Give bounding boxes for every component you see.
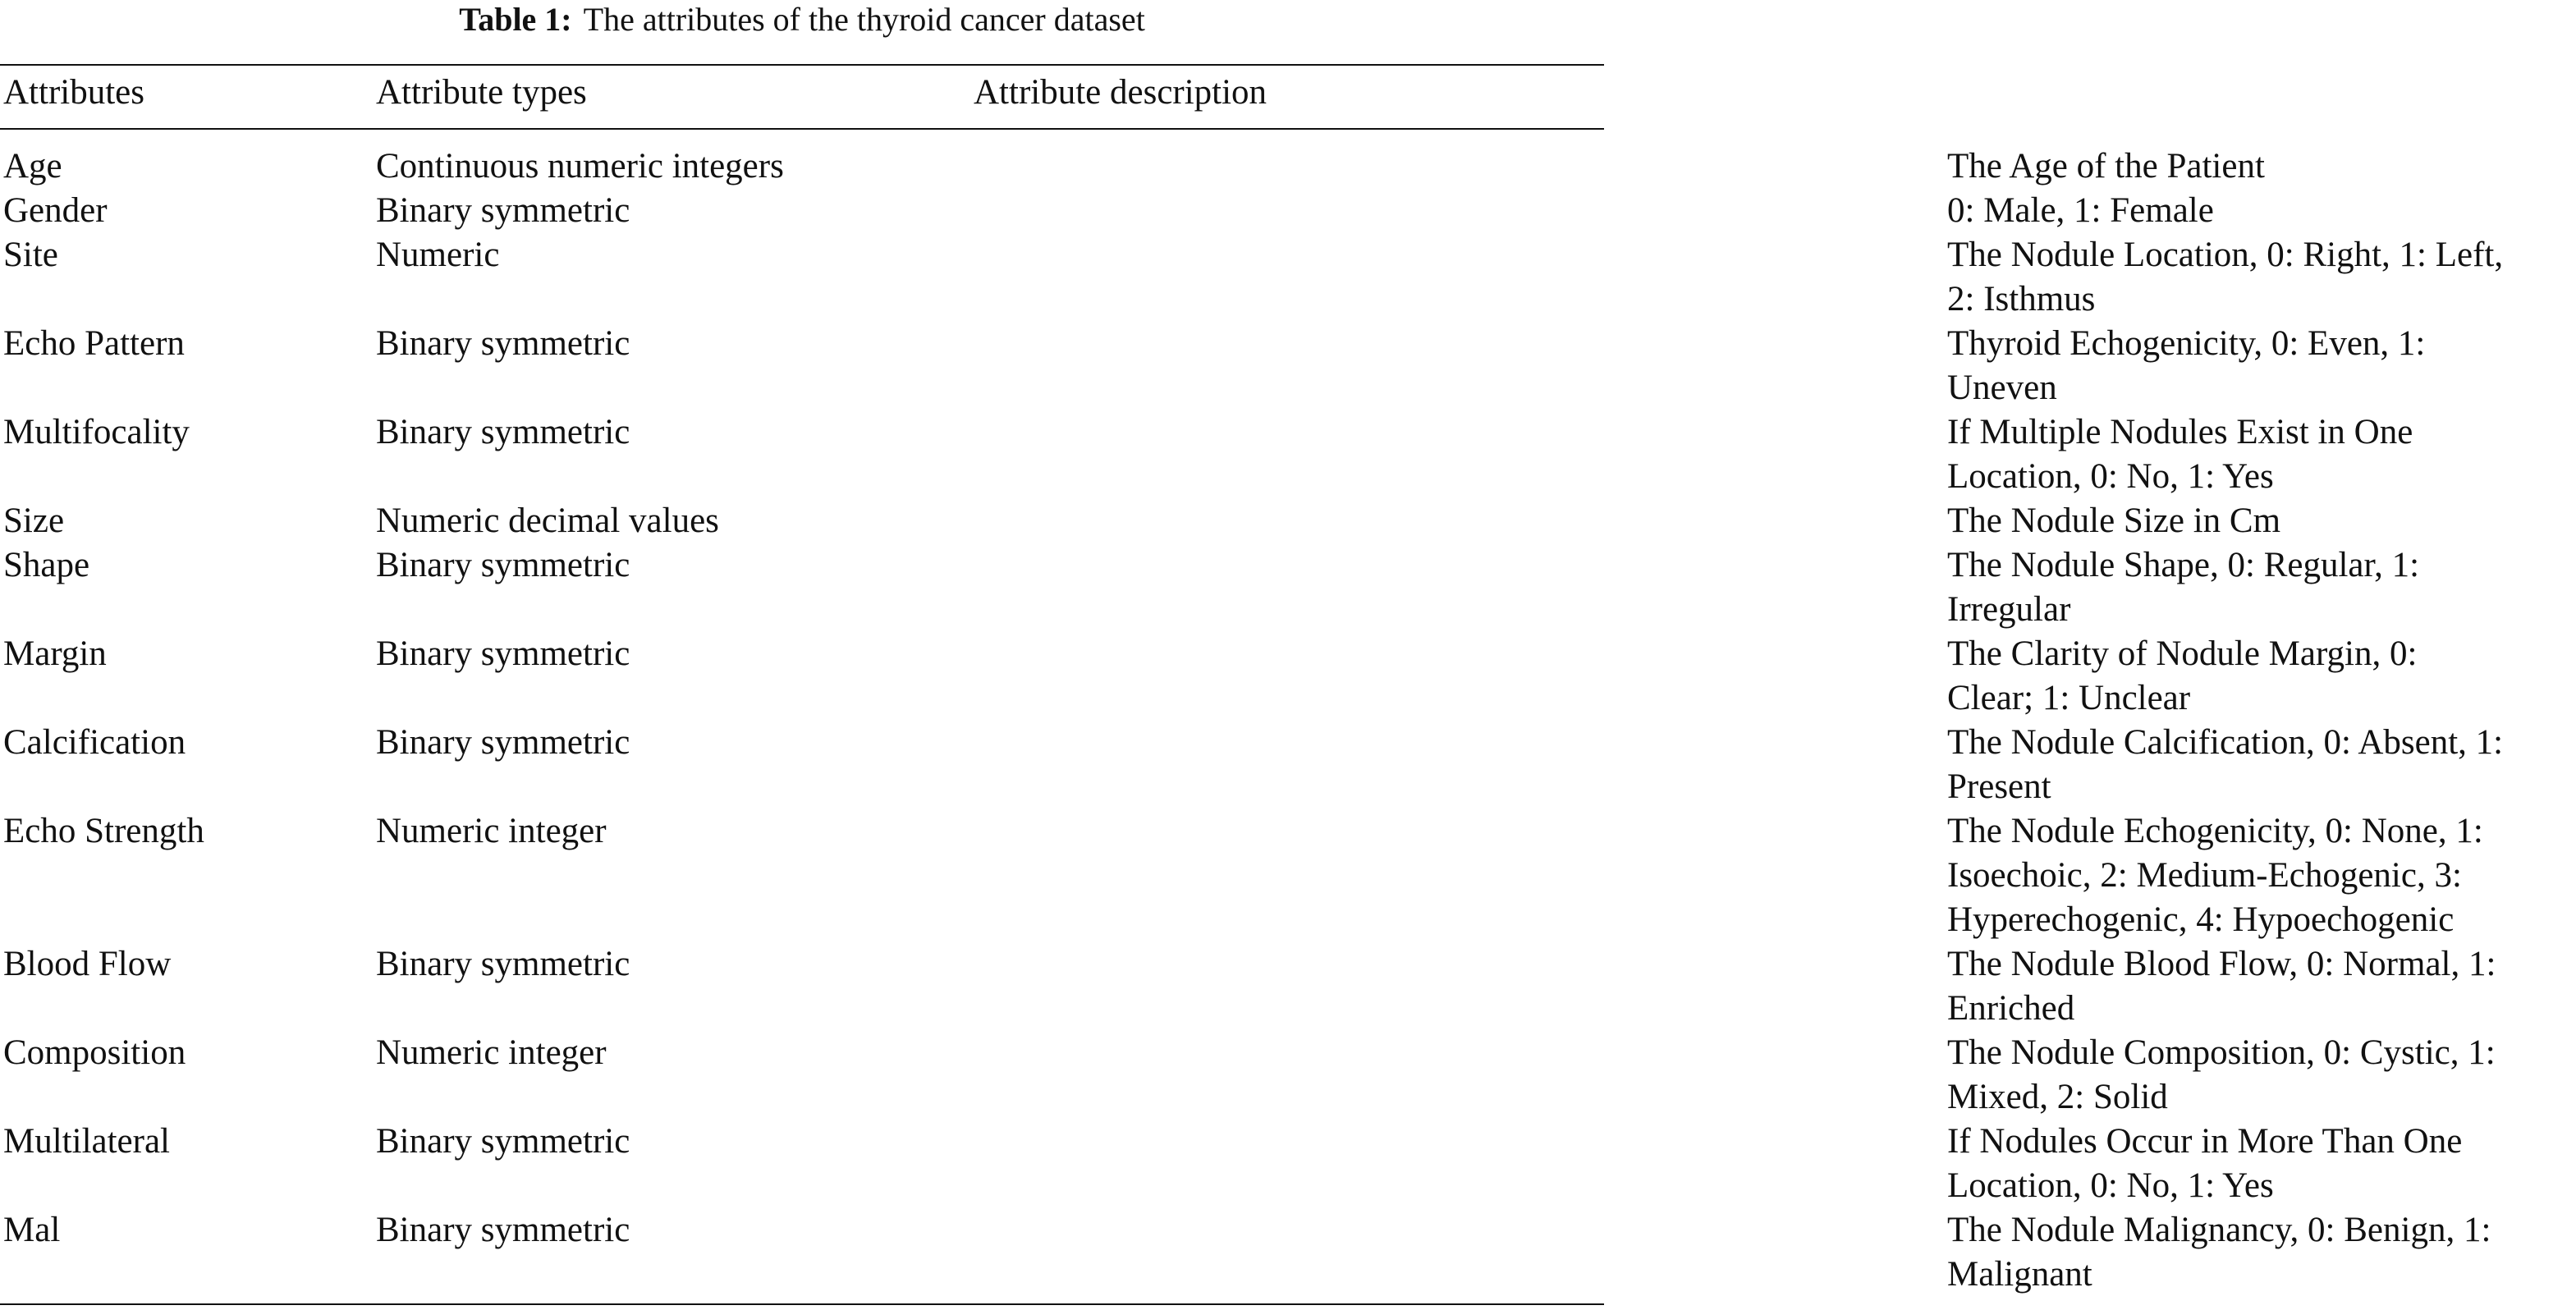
cell-attribute-description [1947, 721, 2576, 809]
cell-attribute-description [1947, 1031, 2576, 1120]
description-line: The Nodule Size in Cm [1947, 502, 2281, 540]
cell-attribute-type: Binary symmetric [376, 1122, 630, 1161]
cell-attribute-description [1947, 1208, 2576, 1297]
table-row [0, 410, 2413, 499]
table-body [0, 144, 2504, 1297]
cell-attribute: Shape [3, 546, 90, 584]
cell-attribute-type: Numeric [376, 236, 500, 274]
cell-attribute-type: Continuous numeric integers [376, 147, 784, 186]
description-line: Enriched [1947, 989, 2075, 1028]
table-caption [0, 2, 1604, 38]
cell-attribute-description [1947, 632, 2576, 721]
cell-attribute: Mal [3, 1211, 61, 1249]
cell-attribute-type: Numeric integer [376, 812, 607, 850]
cell-attribute-description [1947, 809, 2576, 942]
table-row [0, 543, 2420, 632]
table-top-rule [0, 64, 1604, 66]
description-line: Uneven [1947, 369, 2057, 407]
description-line: The Nodule Shape, 0: Regular, 1: [1947, 546, 2420, 584]
description-line: The Nodule Calcification, 0: Absent, 1: [1947, 723, 2504, 762]
cell-attribute-description [1947, 543, 2576, 632]
cell-attribute-type: Binary symmetric [376, 546, 630, 584]
cell-attribute-description [1947, 942, 2576, 1031]
description-line: Isoechoic, 2: Medium-Echogenic, 3: [1947, 856, 2462, 895]
cell-attribute-type: Numeric decimal values [376, 502, 719, 540]
cell-attribute: Echo Pattern [3, 324, 185, 363]
header-attribute-description: Attribute description [974, 73, 1267, 112]
description-line: The Nodule Blood Flow, 0: Normal, 1: [1947, 945, 2496, 983]
cell-attribute-type: Numeric integer [376, 1033, 607, 1072]
table-row [0, 322, 2426, 410]
table-row [0, 499, 2281, 543]
table-caption-text: The attributes of the thyroid cancer dataset [583, 1, 1145, 38]
cell-attribute-type: Binary symmetric [376, 634, 630, 673]
description-line: 2: Isthmus [1947, 280, 2096, 318]
cell-attribute-type: Binary symmetric [376, 1211, 630, 1249]
cell-attribute: Echo Strength [3, 812, 204, 850]
description-line: Malignant [1947, 1255, 2092, 1294]
cell-attribute-type: Binary symmetric [376, 413, 630, 451]
description-line: The Nodule Composition, 0: Cystic, 1: [1947, 1033, 2496, 1072]
description-line: If Multiple Nodules Exist in One [1947, 413, 2413, 451]
cell-attribute: Calcification [3, 723, 186, 762]
cell-attribute-type: Binary symmetric [376, 723, 630, 762]
description-line: Location, 0: No, 1: Yes [1947, 457, 2274, 496]
cell-attribute-description [1947, 189, 2576, 233]
description-line: Mixed, 2: Solid [1947, 1078, 2168, 1116]
description-line: The Clarity of Nodule Margin, 0: [1947, 634, 2418, 673]
cell-attribute: Composition [3, 1033, 186, 1072]
description-line: The Nodule Location, 0: Right, 1: Left, [1947, 236, 2504, 274]
description-line: Hyperechogenic, 4: Hypoechogenic [1947, 900, 2455, 939]
cell-attribute: Blood Flow [3, 945, 172, 983]
cell-attribute: Site [3, 236, 58, 274]
cell-attribute: Multilateral [3, 1122, 170, 1161]
table-row [0, 233, 2504, 322]
cell-attribute: Size [3, 502, 65, 540]
table-header-rule [0, 128, 1604, 130]
table-bottom-rule [0, 1303, 1604, 1305]
table-caption-label: Table 1: [459, 1, 572, 38]
cell-attribute: Multifocality [3, 413, 190, 451]
description-line: Present [1947, 767, 2051, 806]
cell-attribute-description [1947, 499, 2576, 543]
cell-attribute: Margin [3, 634, 107, 673]
table-row [0, 632, 2418, 721]
table-row [0, 809, 2483, 942]
table-header-row [0, 72, 1604, 113]
description-line: The Nodule Echogenicity, 0: None, 1: [1947, 812, 2483, 850]
description-line: The Nodule Malignancy, 0: Benign, 1: [1947, 1211, 2491, 1249]
cell-attribute-type: Binary symmetric [376, 324, 630, 363]
table-row [0, 1120, 2463, 1208]
cell-attribute-description [1947, 1120, 2576, 1208]
table-row [0, 1031, 2496, 1120]
description-line: Clear; 1: Unclear [1947, 679, 2191, 717]
cell-attribute-description [1947, 233, 2576, 322]
description-line: The Age of the Patient [1947, 147, 2265, 186]
table-row [0, 1208, 2491, 1297]
cell-attribute-description [1947, 322, 2576, 410]
cell-attribute: Gender [3, 191, 108, 230]
description-line: 0: Male, 1: Female [1947, 191, 2214, 230]
table-row [0, 189, 2214, 233]
cell-attribute-description [1947, 144, 2576, 189]
cell-attribute-type: Binary symmetric [376, 945, 630, 983]
header-attribute-types: Attribute types [376, 73, 587, 112]
table-row [0, 721, 2504, 809]
description-line: Thyroid Echogenicity, 0: Even, 1: [1947, 324, 2426, 363]
description-line: Location, 0: No, 1: Yes [1947, 1166, 2274, 1205]
description-line: If Nodules Occur in More Than One [1947, 1122, 2463, 1161]
cell-attribute-description [1947, 410, 2576, 499]
description-line: Irregular [1947, 590, 2071, 629]
table-row [0, 942, 2496, 1031]
table-row [0, 144, 2265, 189]
cell-attribute: Age [3, 147, 62, 186]
cell-attribute-type: Binary symmetric [376, 191, 630, 230]
header-attributes: Attributes [3, 73, 144, 112]
